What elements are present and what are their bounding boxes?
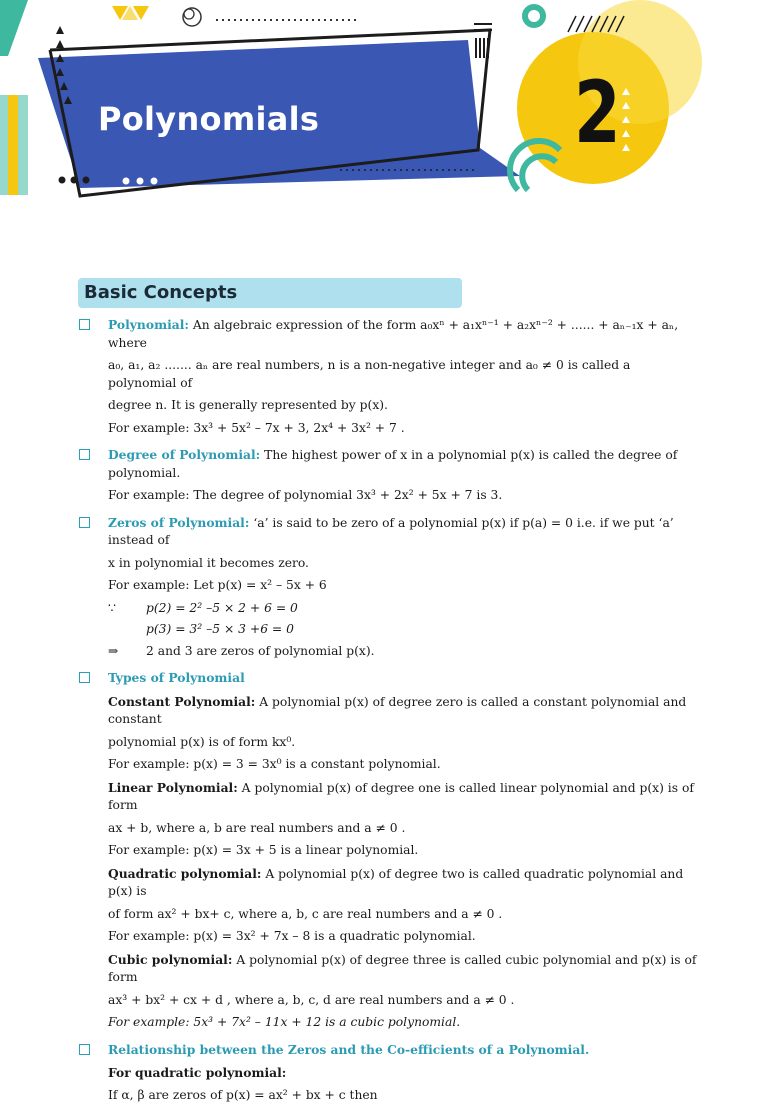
constant-line1: A polynomial p(x) of degree zero is called a constant polynomial and constant [108, 694, 687, 726]
zeros-line2: x in polynomial it becomes zero. [108, 555, 309, 570]
quadratic-label: Quadratic polynomial: [108, 865, 262, 881]
chapter-number: 2 [574, 63, 621, 163]
since-symbol: ∵ [108, 600, 116, 615]
term-types: Types of Polynomial [108, 670, 245, 685]
constant-line2: polynomial p(x) is of form kx⁰. [108, 734, 296, 749]
polynomial-example: For example: 3x³ + 5x² – 7x + 3, 2x⁴ + 3x² + 7 . [108, 420, 405, 435]
relationship-subheading: For quadratic polynomial: [108, 1065, 287, 1080]
section-heading: Basic Concepts [78, 278, 462, 308]
cubic-line1: A polynomial p(x) of degree three is called cubic polynomial and p(x) is of form [108, 952, 697, 984]
constant-label: Constant Polynomial: [108, 693, 256, 709]
term-relationship: Relationship between the Zeros and the Co-efficients of a Polynomial. [108, 1041, 590, 1057]
linear-example: For example: p(x) = 3x + 5 is a linear polynomial. [108, 843, 419, 857]
list-item-degree [78, 446, 698, 505]
polynomial-line1: An algebraic expression of the form a₀xⁿ + a₁xⁿ⁻¹ + a₂xⁿ⁻² + ...... + aₙ₋₁x + aₙ, where [108, 318, 679, 350]
zeros-calc2: p(3) = 3² –5 × 3 +6 = 0 [146, 622, 294, 636]
zeros-calc1: p(2) = 2² –5 × 2 + 6 = 0 [146, 600, 298, 615]
term-polynomial: Polynomial: [108, 317, 189, 332]
zeros-line1: ‘a’ is said to be zero of a polynomial p(x) if p(a) = 0 i.e. if we put ‘a’ instead of [108, 515, 674, 547]
list-item-zeros [78, 514, 698, 661]
linear-line1: A polynomial p(x) of degree one is called linear polynomial and p(x) is of form [108, 780, 694, 812]
linear-label: Linear Polynomial: [108, 779, 238, 795]
square-bullet-icon [79, 517, 90, 528]
quadratic-example: For example: p(x) = 3x² + 7x – 8 is a quadratic polynomial. [108, 929, 476, 943]
list-item-types [78, 669, 698, 1032]
implies-symbol: ⇒ [108, 643, 119, 658]
content-body [78, 316, 698, 1113]
polynomial-line3: degree n. It is generally represented by p(x). [108, 398, 388, 412]
term-degree: Degree of Polynomial: [108, 447, 261, 462]
relationship-line1: If α, β are zeros of p(x) = ax² + bx + c then [108, 1087, 378, 1102]
square-bullet-icon [79, 319, 90, 330]
degree-example: For example: The degree of polynomial 3x³ + 2x² + 5x + 7 is 3. [108, 488, 503, 502]
quadratic-line2: of form ax² + bx+ c, where a, b, c are real numbers and a ≠ 0 . [108, 906, 503, 921]
zeros-example: For example: Let p(x) = x² – 5x + 6 [108, 578, 327, 592]
cubic-example: For example: 5x³ + 7x² – 11x + 12 is a cubic polynomial. [108, 1015, 461, 1029]
square-bullet-icon [79, 1044, 90, 1055]
square-bullet-icon [79, 672, 90, 683]
term-zeros: Zeros of Polynomial: [108, 514, 250, 530]
linear-line2: ax + b, where a, b are real numbers and a ≠ 0 . [108, 820, 406, 835]
degree-text: The highest power of x in a polynomial p(x) is called the degree of polynomial. [108, 448, 678, 480]
list-item-relationship [78, 1041, 698, 1105]
list-item-polynomial [78, 316, 698, 437]
chapter-header-banner [0, 0, 768, 210]
chapter-title: Polynomials [98, 100, 320, 138]
cubic-label: Cubic polynomial: [108, 951, 233, 967]
polynomial-line2: a₀, a₁, a₂ ....... aₙ are real numbers, n is a non-negative integer and a₀ ≠ 0 is called a polynomial of [108, 358, 631, 390]
zeros-conclusion: 2 and 3 are zeros of polynomial p(x). [146, 643, 375, 658]
constant-example: For example: p(x) = 3 = 3x⁰ is a constant polynomial. [108, 757, 441, 771]
square-bullet-icon [79, 449, 90, 460]
quadratic-line1: A polynomial p(x) of degree two is called quadratic polynomial and p(x) is [108, 866, 684, 898]
cubic-line2: ax³ + bx² + cx + d , where a, b, c, d are real numbers and a ≠ 0 . [108, 992, 515, 1007]
